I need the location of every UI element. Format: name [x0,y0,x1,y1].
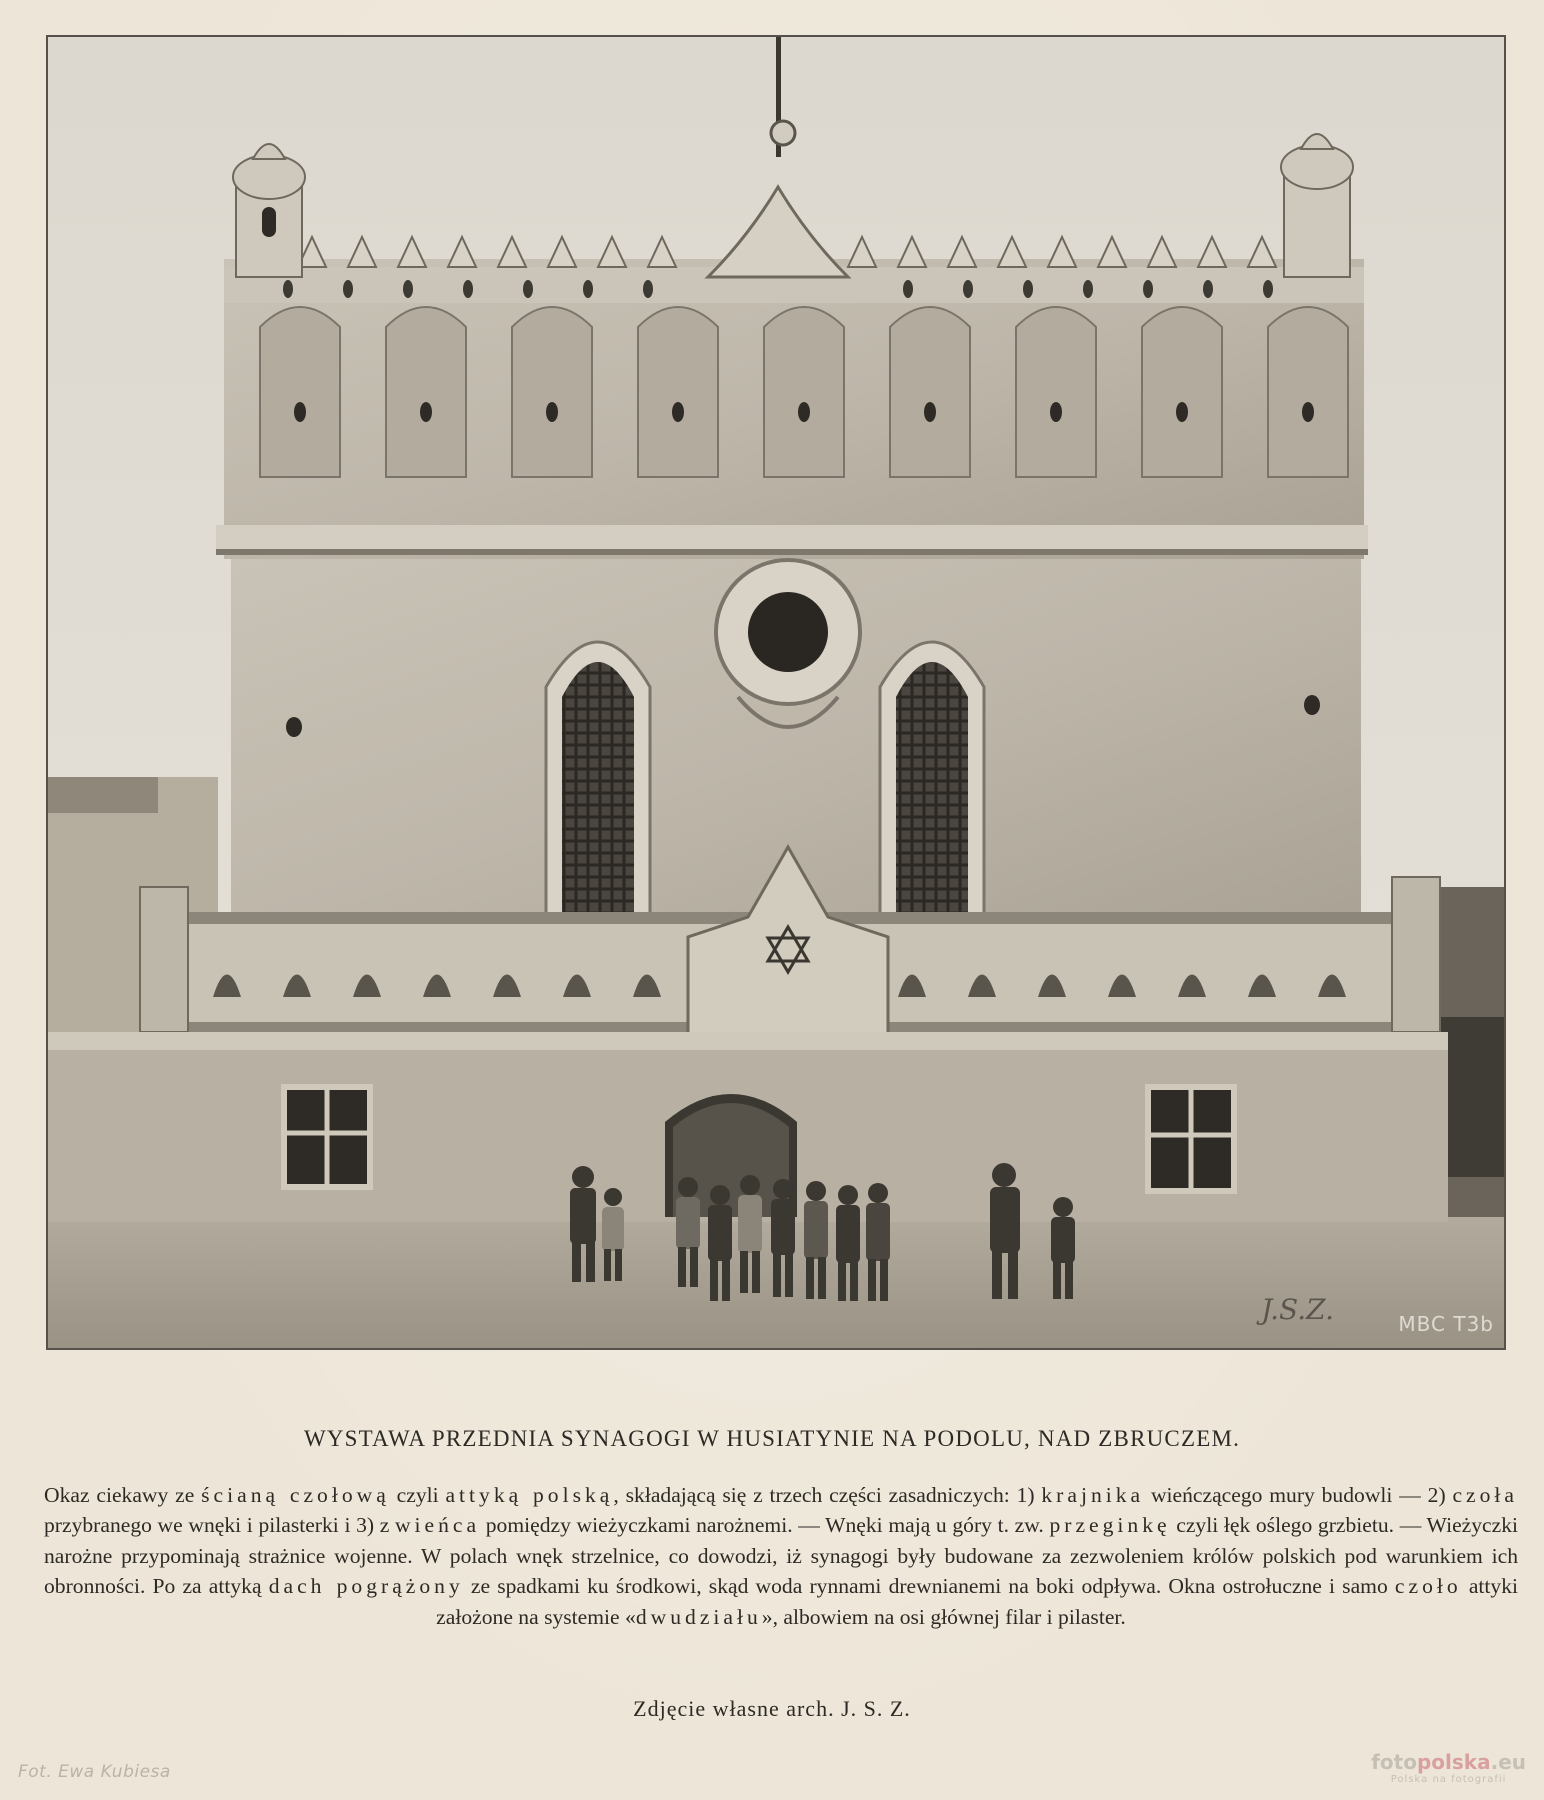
caption-text: , składającą się z trzech części zasadniczych: 1) [613,1483,1042,1507]
caption-emphasis: ścianą czołową [201,1483,390,1507]
site-name-part-a: foto [1371,1750,1417,1774]
caption-text: pomiędzy wieżyczkami narożnemi. — Wnęki mają u góry t. zw. [480,1513,1050,1538]
caption-text: wieńczącego mury budowli — 2) [1144,1483,1453,1507]
site-tagline: Polska na fotografii [1390,1774,1507,1785]
caption-emphasis: przeginkę [1049,1513,1171,1538]
caption-emphasis: krajnika [1041,1483,1145,1507]
site-logo [1371,1750,1526,1774]
caption-text: attyki założone na systemie « [436,1574,1518,1629]
site-name-part-b: polska [1416,1750,1491,1774]
caption-text: Okaz ciekawy ze [44,1483,202,1507]
caption-text: czyli [389,1483,446,1507]
caption-text: przybranego we wnęki i pilasterki i 3) z [44,1513,395,1538]
caption-emphasis: attyką polską [445,1483,614,1507]
site-watermark [1371,1750,1526,1785]
photo-catalog-code: MBC T3b [1398,1312,1494,1336]
caption-text: czyli łęk oślego grzbietu. — Wieżyczki narożne przypominają strażnice wojenne. W polach wnęk strzelnice, co dowodzi, iż synagogi były budowane za zezwoleniem królów polskich pod warunkiem ich obronności. Po za attyką [44,1513,1518,1599]
caption-text: », albowiem na osi głównej filar i pilaster. [761,1604,1126,1629]
caption-emphasis: czoło [1394,1574,1462,1599]
photo-signature: J.S.Z. [1261,1293,1334,1326]
caption-emphasis: czoła [1452,1483,1519,1507]
caption-emphasis: dach pogrążony [268,1574,464,1599]
caption-emphasis: dwudziału [635,1604,762,1629]
photographer-watermark: Fot. Ewa Kubiesa [18,1762,171,1782]
caption-body [44,1480,1518,1632]
synagogue-photograph [46,35,1506,1350]
caption-title: WYSTAWA PRZEDNIA SYNAGOGI W HUSIATYNIE NA PODOLU, NAD ZBRUCZEM. [303,1426,1241,1451]
synagogue-illustration [48,37,1504,1348]
caption-emphasis: wieńca [394,1513,481,1538]
caption-text: ze spadkami ku środkowi, skąd woda rynnami drewnianemi na boki odpływa. Okna ostrołuczne i samo [463,1574,1395,1599]
site-name-part-c: .eu [1490,1750,1526,1774]
photo-credit: Zdjęcie własne arch. J. S. Z. [633,1696,911,1721]
